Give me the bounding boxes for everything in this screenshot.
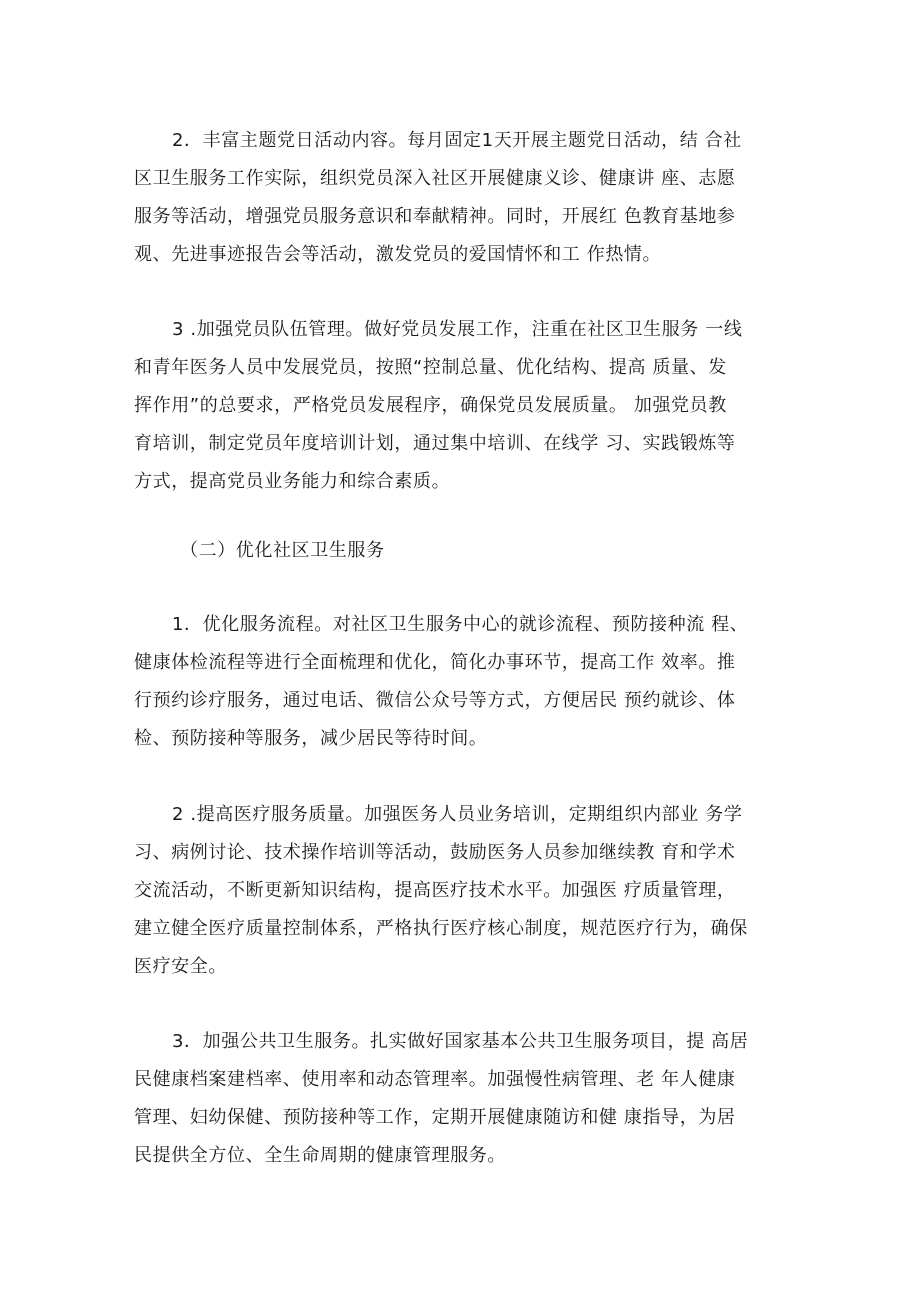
paragraph-line: 3．加强公共卫生服务。扎实做好国家基本公共卫生服务项目，提 高居 xyxy=(172,1031,749,1052)
paragraph-line: 挥作用”的总要求，严格党员发展程序，确保党员发展质量。 加强党员教 xyxy=(134,395,727,416)
paragraph-line: 2 .提高医疗服务质量。加强医务人员业务培训，定期组织内部业 务学 xyxy=(172,804,743,825)
paragraph-party-member-management xyxy=(134,311,790,501)
paragraph-line: 建立健全医疗质量控制体系，严格执行医疗核心制度，规范医疗行为，确保 xyxy=(134,918,748,939)
paragraph-line: 习、病例讨论、技术操作培训等活动，鼓励医务人员参加继续教 育和学术 xyxy=(134,842,736,863)
paragraph-line: 民提供全方位、全生命周期的健康管理服务。 xyxy=(134,1145,506,1166)
paragraph-line: 3 .加强党员队伍管理。做好党员发展工作，注重在社区卫生服务 一线 xyxy=(172,319,743,340)
paragraph-line: 交流活动，不断更新知识结构，提高医疗技术水平。加强医 疗质量管理， xyxy=(134,880,736,901)
paragraph-line: 民健康档案建档率、使用率和动态管理率。加强慢性病管理、老 年人健康 xyxy=(134,1069,736,1090)
paragraph-public-health xyxy=(134,1023,790,1175)
paragraph-line: 服务等活动，增强党员服务意识和奉献精神。同时，开展红 色教育基地参 xyxy=(134,206,736,227)
paragraph-medical-quality xyxy=(134,796,790,986)
paragraph-line: 管理、妇幼保健、预防接种等工作，定期开展健康随访和健 康指导，为居 xyxy=(134,1107,736,1128)
paragraph-line: 行预约诊疗服务，通过电话、微信公众号等方式，方便居民 预约就诊、体 xyxy=(134,690,736,711)
paragraph-line: 检、预防接种等服务，减少居民等待时间。 xyxy=(134,728,488,749)
paragraph-line: 观、先进事迹报告会等活动，激发党员的爱国情怀和工 作热情。 xyxy=(134,244,662,265)
paragraph-party-day-activities xyxy=(134,122,790,274)
paragraph-line: 1．优化服务流程。对社区卫生服务中心的就诊流程、预防接种流 程、 xyxy=(172,614,749,635)
paragraph-line: 和青年医务人员中发展党员，按照“控制总量、优化结构、提高 质量、发 xyxy=(134,357,727,378)
paragraph-line: 区卫生服务工作实际，组织党员深入社区开展健康义诊、健康讲 座、志愿 xyxy=(134,168,736,189)
paragraph-line: 方式，提高党员业务能力和综合素质。 xyxy=(134,471,451,492)
paragraph-line: 健康体检流程等进行全面梳理和优化，简化办事环节，提高工作 效率。推 xyxy=(134,652,736,673)
paragraph-line: 2．丰富主题党日活动内容。每月固定1天开展主题党日活动，结 合社 xyxy=(172,130,742,151)
paragraph-line: 医疗安全。 xyxy=(134,956,227,977)
paragraph-line: 育培训，制定党员年度培训计划，通过集中培训、在线学 习、实践锻炼等 xyxy=(134,433,736,454)
paragraph-optimize-service-process xyxy=(134,606,790,758)
section-heading: （二）优化社区卫生服务 xyxy=(180,540,385,561)
